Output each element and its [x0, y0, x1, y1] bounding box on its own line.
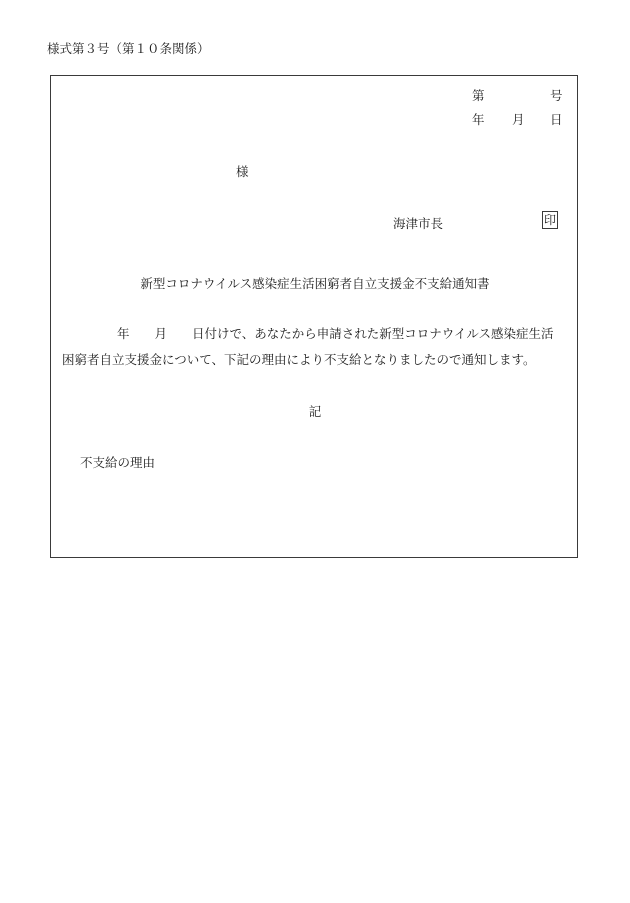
form-frame [50, 75, 578, 558]
doc-number-prefix: 第 [472, 88, 485, 103]
issuer-name: 海津市長 [393, 216, 444, 231]
body-text-line-1: 年 月 日付けで、あなたから申請された新型コロナウイルス感染症生活 [117, 326, 554, 341]
document-title: 新型コロナウイルス感染症生活困窮者自立支援金不支給通知書 [140, 276, 490, 291]
date-year-label: 年 [472, 112, 485, 127]
doc-number-suffix: 号 [550, 88, 563, 103]
reason-label: 不支給の理由 [80, 455, 156, 470]
addressee-honorific: 様 [236, 164, 249, 179]
ki-heading: 記 [308, 404, 322, 419]
form-number: 様式第３号（第１０条関係） [47, 41, 210, 56]
body-text-line-2: 困窮者自立支援金について、下記の理由により不支給となりましたので通知します。 [62, 352, 536, 367]
date-day-label: 日 [550, 112, 563, 127]
date-month-label: 月 [512, 112, 525, 127]
seal-stamp: 印 [543, 213, 556, 227]
